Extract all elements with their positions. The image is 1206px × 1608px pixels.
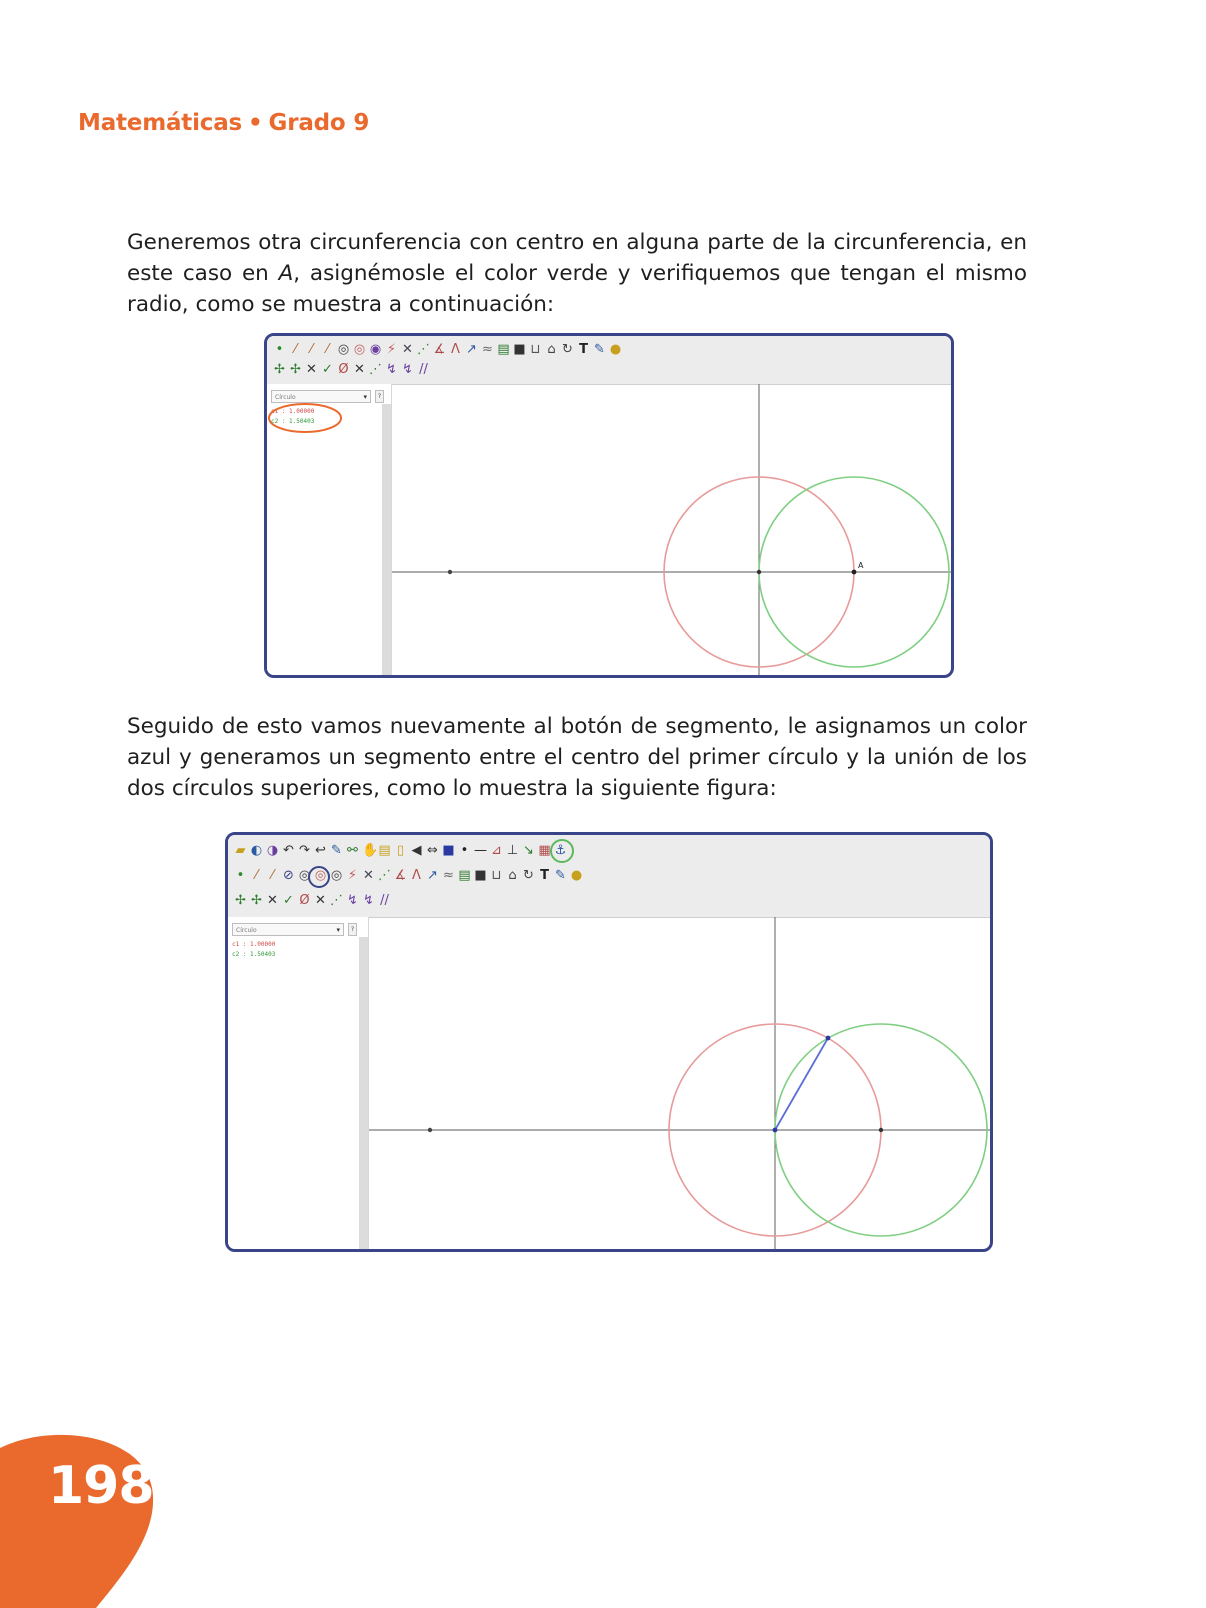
panel-options-button[interactable]: ? (348, 923, 357, 936)
center-point[interactable] (773, 1128, 778, 1133)
transform-tool-icon[interactable]: ✢ (274, 362, 285, 377)
rotate-tool-icon[interactable]: ↻ (523, 868, 534, 883)
reflect-tool-icon[interactable]: ✢ (251, 893, 262, 908)
dot-icon[interactable]: • (460, 843, 469, 858)
header-separator: • (248, 110, 263, 136)
zoom-tool-icon[interactable]: // (380, 893, 389, 908)
paragraph-segment: Seguido de esto vamos nuevamente al botón de segmento, le asignamos un color azul y generamos un segmento entre el centro del primer círculo y la unión de los dos círculos superiores, como lo muestra la siguiente figura: (127, 714, 1027, 801)
circle-tool-icon[interactable]: ◎ (337, 342, 350, 357)
compass-tool-icon[interactable]: Ø (299, 893, 310, 908)
page-header (78, 110, 369, 136)
object-panel (267, 384, 392, 675)
undo-icon[interactable]: ↶ (283, 843, 294, 858)
save-file-icon[interactable]: ◐ (250, 843, 263, 858)
color-dot-icon[interactable]: ● (570, 868, 583, 883)
subject-title: Matemáticas (78, 110, 243, 136)
object-type-combo[interactable]: Círculo ▾ (271, 390, 371, 403)
text-tool-icon[interactable]: T (579, 342, 588, 357)
hide-icon[interactable]: ✎ (331, 843, 342, 858)
compass-tool-icon[interactable]: Ø (338, 362, 349, 377)
expression-tool-icon[interactable]: ↯ (363, 893, 374, 908)
circle-center-tool-icon[interactable]: ◎ (314, 868, 327, 883)
color-dot-icon[interactable]: ● (609, 342, 622, 357)
segment-tool-icon[interactable]: ⁄ (310, 342, 313, 357)
paragraph-circumference-a: Generemos otra circunferencia con centro en alguna parte de la circunferencia, en este caso en A, asignémosle el color verde y verifiquemos que tengan el mismo radio, como se muestra a continuación: (127, 230, 1027, 317)
angle-tool-icon[interactable]: ∡ (433, 342, 446, 357)
perpendicular-tool-icon[interactable]: ⚡ (386, 342, 397, 357)
object-type-combo[interactable]: Círculo ▾ (232, 923, 344, 936)
hide-tool-icon[interactable]: ✓ (322, 362, 333, 377)
toolbar (228, 835, 990, 918)
segment-tool-icon[interactable]: ⁄ (271, 868, 274, 883)
point-a[interactable] (879, 1128, 883, 1132)
tools-icon[interactable]: ▤ (378, 843, 391, 858)
link-icon[interactable]: ⚯ (347, 843, 358, 858)
animate-tool-icon[interactable]: ↯ (386, 362, 397, 377)
point-a-reference: A (278, 261, 294, 286)
center-point[interactable] (757, 570, 761, 574)
expression-tool-icon[interactable]: ↯ (402, 362, 413, 377)
table-tool-icon[interactable]: ▤ (497, 342, 510, 357)
point-on-axis[interactable] (448, 570, 452, 574)
table-tool-icon[interactable]: ▤ (458, 868, 471, 883)
trace-tool-icon[interactable]: ⋰ (330, 893, 343, 908)
perpendicular-icon[interactable]: ⊥ (506, 843, 519, 858)
palette-icon[interactable]: ▦ (538, 843, 551, 858)
audio-icon[interactable]: ◀ (411, 843, 422, 858)
angle-tool-icon[interactable]: ∡ (394, 868, 407, 883)
blue-segment[interactable] (775, 1038, 828, 1130)
cross-tool-icon[interactable]: ✕ (315, 893, 326, 908)
move-tool-icon[interactable]: ↗ (466, 342, 477, 357)
move-tool-icon[interactable]: ↗ (427, 868, 438, 883)
drawing-canvas[interactable] (392, 384, 951, 675)
toolbar (267, 336, 951, 385)
tool-row-1 (273, 340, 622, 360)
anchor-icon[interactable]: ⚓ (554, 843, 567, 858)
circle-tool-icon[interactable]: ◎ (298, 868, 311, 883)
panel-scrollbar[interactable] (382, 404, 391, 675)
rotate-tool-icon[interactable]: ↻ (562, 342, 573, 357)
highlight-segment-button (309, 867, 329, 887)
arrows-icon[interactable]: ⇔ (427, 843, 438, 858)
pencil-tool-icon[interactable]: ✎ (555, 868, 566, 883)
measure-tool-icon[interactable]: ⊔ (491, 868, 502, 883)
object-c1[interactable]: c1 : 1.00000 (232, 941, 276, 948)
pencil-tool-icon[interactable]: ✎ (594, 342, 605, 357)
macro-tool-icon[interactable]: ≈ (443, 868, 454, 883)
delete-tool-icon[interactable]: ✕ (267, 893, 278, 908)
cross-tool-icon[interactable]: ✕ (354, 362, 365, 377)
line-tool-icon[interactable]: ⁄ (255, 868, 258, 883)
locus-tool-icon[interactable]: ⋰ (417, 342, 430, 357)
point-tool-icon[interactable]: • (236, 868, 245, 883)
intersect-tool-icon[interactable]: ✕ (402, 342, 413, 357)
grid-tool-icon[interactable]: ■ (474, 868, 487, 883)
panel-scrollbar[interactable] (359, 937, 368, 1249)
grid-tool-icon[interactable]: ■ (513, 342, 526, 357)
page-number-badge (0, 1428, 162, 1608)
polygon-tool-icon[interactable]: Λ (412, 868, 421, 883)
lock-tool-icon[interactable]: ⌂ (508, 868, 517, 883)
object-c2[interactable]: c2 : 1.50403 (232, 951, 276, 958)
clipboard-icon[interactable]: ▯ (396, 843, 405, 858)
toolbar-highlights (228, 835, 993, 917)
delete-tool-icon[interactable]: ✕ (306, 362, 317, 377)
panel-options-button[interactable]: ? (375, 390, 384, 403)
hand-icon[interactable]: ✋ (362, 843, 379, 858)
color-blue-icon[interactable]: ■ (442, 843, 455, 858)
highlight-color-button (551, 840, 573, 862)
object-c2[interactable]: c2 : 1.50403 (271, 418, 315, 425)
export-icon[interactable]: ◑ (266, 843, 279, 858)
grade-title: Grado 9 (268, 110, 370, 136)
segment-selected-icon[interactable]: ⊘ (283, 868, 294, 883)
measure-tool-icon[interactable]: ⊔ (530, 342, 541, 357)
animate-tool-icon[interactable]: ↯ (347, 893, 358, 908)
lock-tool-icon[interactable]: ⌂ (547, 342, 556, 357)
page-number: 198 (48, 1456, 154, 1516)
transform-tool-icon[interactable]: ✢ (235, 893, 246, 908)
point-a-label: A (858, 561, 864, 570)
object-panel (228, 917, 369, 1249)
intersection-point[interactable] (826, 1036, 831, 1041)
tool-row-2 (273, 360, 430, 380)
point-a[interactable] (852, 570, 857, 575)
zoom-tool-icon[interactable]: // (419, 362, 428, 377)
back-icon[interactable]: ↩ (315, 843, 326, 858)
circle-radius-tool-icon[interactable]: ◎ (330, 868, 343, 883)
drawing-canvas[interactable] (369, 917, 990, 1249)
point-on-axis[interactable] (428, 1128, 432, 1132)
vector-icon[interactable]: ↘ (523, 843, 534, 858)
reflect-tool-icon[interactable]: ✢ (290, 362, 301, 377)
circle-center-tool-icon[interactable]: ◎ (353, 342, 366, 357)
circle-color-tool-icon[interactable]: ◉ (369, 342, 382, 357)
geometry-software-screenshot-1 (264, 333, 954, 678)
chevron-down-icon: ▾ (336, 926, 340, 934)
hide-tool-icon[interactable]: ✓ (283, 893, 294, 908)
locus-tool-icon[interactable]: ⋰ (378, 868, 391, 883)
polygon-tool-icon[interactable]: Λ (451, 342, 460, 357)
dash-icon[interactable]: — (474, 843, 487, 858)
trace-tool-icon[interactable]: ⋰ (369, 362, 382, 377)
open-file-icon[interactable]: ▰ (235, 843, 246, 858)
text-tool-icon[interactable]: T (540, 868, 549, 883)
highlight-ellipse (267, 398, 347, 438)
point-tool-icon[interactable]: • (275, 342, 284, 357)
intersect-tool-icon[interactable]: ✕ (363, 868, 374, 883)
measure-icon[interactable]: ⊿ (491, 843, 502, 858)
redo-icon[interactable]: ↷ (299, 843, 310, 858)
object-c1[interactable]: c1 : 1.00000 (271, 408, 315, 415)
chevron-down-icon: ▾ (363, 393, 367, 401)
ray-tool-icon[interactable]: ⁄ (326, 342, 329, 357)
perpendicular-tool-icon[interactable]: ⚡ (347, 868, 358, 883)
line-tool-icon[interactable]: ⁄ (294, 342, 297, 357)
geometry-software-screenshot-2 (225, 832, 993, 1252)
macro-tool-icon[interactable]: ≈ (482, 342, 493, 357)
